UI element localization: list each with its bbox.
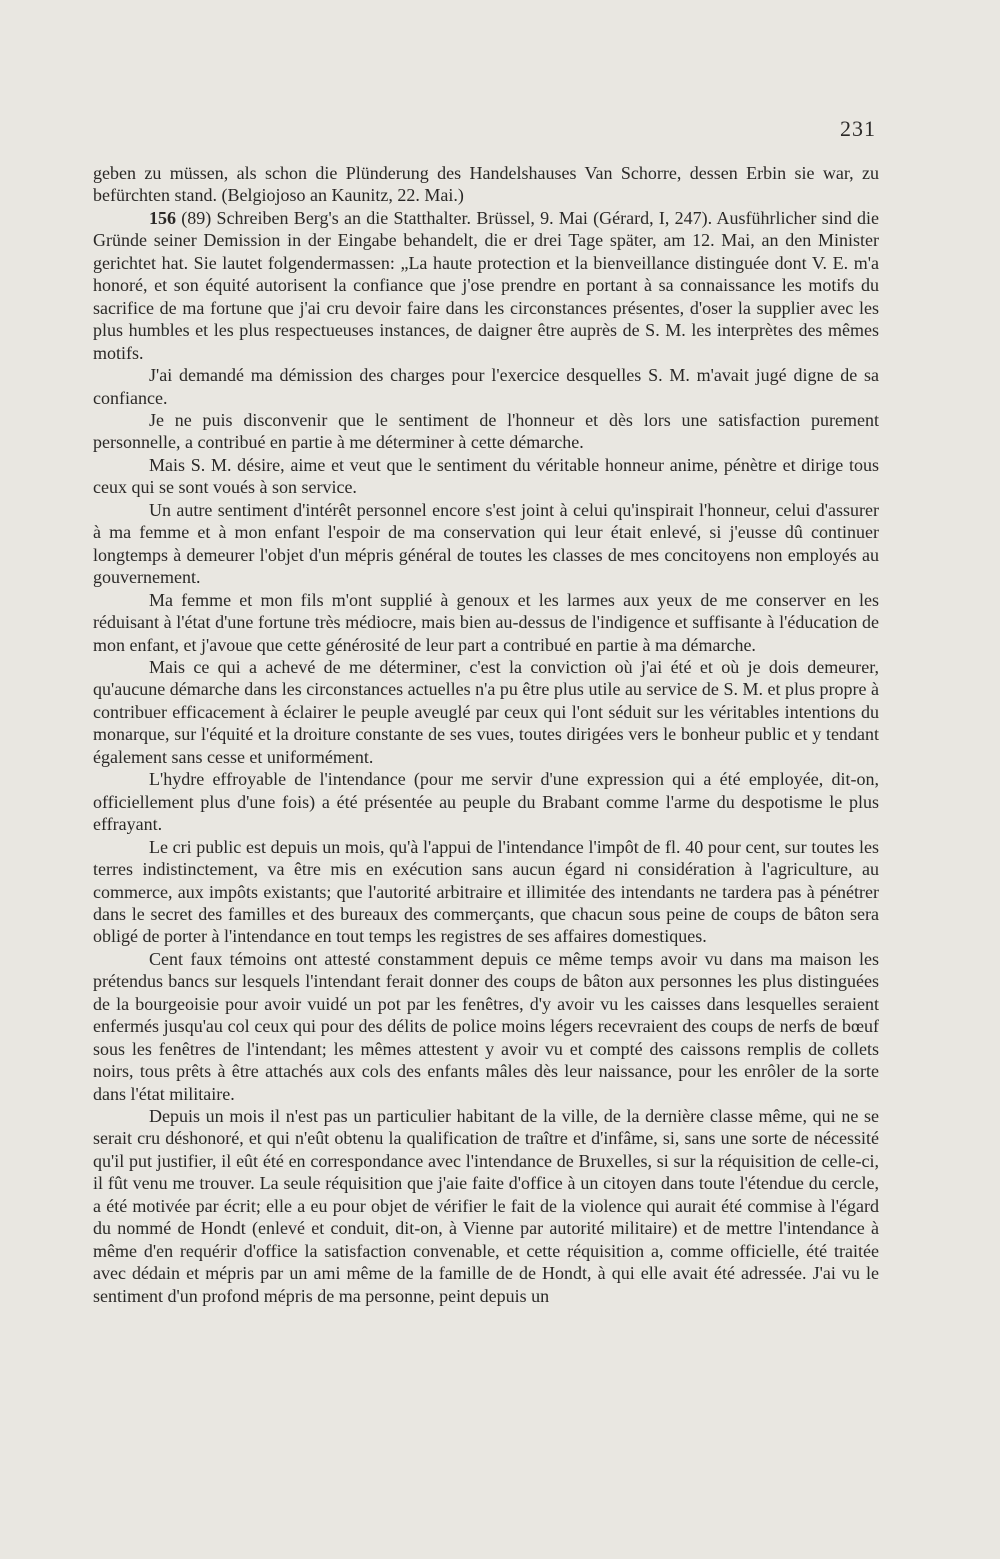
footnote-number: 156 (149, 207, 176, 228)
paragraph: Le cri public est depuis un mois, qu'à l'appui de l'intendance l'impôt de fl. 40 pour cent, sur toutes les terres indistinctement, va être mis en exécution sans aucun égard ni considération à l'agriculture, au commerce, aux impôts existants; que l'autorité arbitraire et illimitée des intendants ne tardera pas à pénétrer dans le secret des familles et des bureaux des commerçants, que chacun sous peine de coups de bâton sera obligé de porter à l'intendance en tout temps les registres de ses affaires domestiques. (93, 836, 879, 947)
paragraph: J'ai demandé ma démission des charges pour l'exercice desquelles S. M. m'avait jugé digne de sa confiance. (93, 365, 879, 408)
paragraph: Mais ce qui a achevé de me déterminer, c'est la conviction où j'ai été et où je dois demeurer, qu'aucune démarche dans les circonstances actuelles n'a pu être plus utile au service de S. M. et plus propre à contribuer efficacement à éclairer le peuple aveuglé par ceux qui l'ont séduit sur les véritables intentions du monarque, sur l'équité et la droiture constante de ses vues, toutes dirigées vers le bonheur public et y tendant également sans cesse et uniformément. (93, 656, 879, 767)
paragraph: Je ne puis disconvenir que le sentiment de l'honneur et dès lors une satisfaction purement personnelle, a contribué en partie à me déterminer à cette démarche. (93, 409, 879, 453)
paragraph: Un autre sentiment d'intérêt personnel encore s'est joint à celui qu'inspirait l'honneur, celui d'assurer à ma femme et à mon enfant l'espoir de ma conservation qui leur était enlevé, si j'eusse dû continuer longtemps à demeurer l'objet d'un mépris général de toutes les classes de mes concitoyens non employés au gouvernement. (93, 499, 879, 588)
paragraph (93, 207, 879, 364)
paragraph: Mais S. M. désire, aime et veut que le sentiment du véritable honneur anime, pénètre et dirige tous ceux qui se sont voués à son service. (93, 454, 879, 498)
paragraph: Ma femme et mon fils m'ont supplié à genoux et les larmes aux yeux de me conserver en les réduisant à l'état d'une fortune très médiocre, mais bien au-dessus de l'indigence et suffisante à l'éducation de mon enfant, et j'avoue que cette générosité de leur part a contribué en partie à ma démarche. (93, 589, 879, 655)
paragraph: Depuis un mois il n'est pas un particulier habitant de la ville, de la dernière classe même, qui ne se serait cru déshonoré, et qui n'eût obtenu la qualification de traître et d'infâme, si, sans une sorte de nécessité qu'il put justifier, il eût été en correspondance avec l'intendance de Bruxelles, si sur la réquisition de celle-ci, il fût venu me trouver. La seule réquisition que j'aie faite d'office à un citoyen dans toute l'étendue du cercle, a été motivée par écrit; elle a eu pour objet de vérifier le fait de la violence qui aurait été commise à l'égard du nommé de Hondt (enlevé et conduit, dit-on, à Vienne par autorité militaire) et de mettre l'intendance à même d'en requérir d'office la satisfaction convenable, et cette réquisition a, comme officielle, été traitée avec dédain et mépris par un ami même de la famille de de Hondt, à qui elle avait été adressée. J'ai vu le sentiment d'un profond mépris de ma personne, peint depuis un (93, 1106, 879, 1306)
paragraph-text: (89) Schreiben Berg's an die Statthalter. Brüssel, 9. Mai (Gérard, I, 247). Ausführlicher sind die Gründe seiner Demission in der Eingabe behandelt, die er drei Tage später, am 12. Mai, an den Minister gerichtet hat. Sie lautet folgendermassen: „La haute protection et la bienveillance distinguée dont V. E. m'a honoré, et son équité autorisent la confiance que j'ose prendre en portant à sa connaissance les motifs du sacrifice de ma fortune que j'ai cru devoir faire dans les circonstances présentes, d'oser la supplier avec les plus humbles et les plus respectueuses instances, de daigner être auprès de S. M. les interprètes des mêmes motifs. (93, 207, 879, 363)
page-number: 231 (840, 116, 876, 141)
paragraph: geben zu müssen, als schon die Plünderung des Handelshauses Van Schorre, dessen Erbin sie war, zu befürchten stand. (Belgiojoso an Kaunitz, 22. Mai.) (93, 163, 879, 206)
body-text (93, 162, 879, 1307)
paragraph: Cent faux témoins ont attesté constamment depuis ce même temps avoir vu dans ma maison les prétendus bancs sur lesquels l'intendant ferait donner des coups de bâton aux personnes les plus distinguées de la bourgeoisie pour avoir vuidé un pot par les fenêtres, d'y avoir vu les caisses dans lesquelles seraient enfermés jusqu'au col ceux qui pour des délits de police moins légers recevraient des coups de nerfs de bœuf sous les fenêtres de l'intendant; les mêmes attestent y avoir vu et compté des caissons remplis de collets noirs, tous prêts à être attachés aux cols des enfants mâles dès leur naissance, pour les enrôler de la sorte dans l'état militaire. (93, 948, 879, 1104)
paragraph: L'hydre effroyable de l'intendance (pour me servir d'une expression qui a été employée, dit-on, officiellement plus d'une fois) a été présentée au peuple du Brabant comme l'arme du despotisme le plus effrayant. (93, 769, 879, 835)
